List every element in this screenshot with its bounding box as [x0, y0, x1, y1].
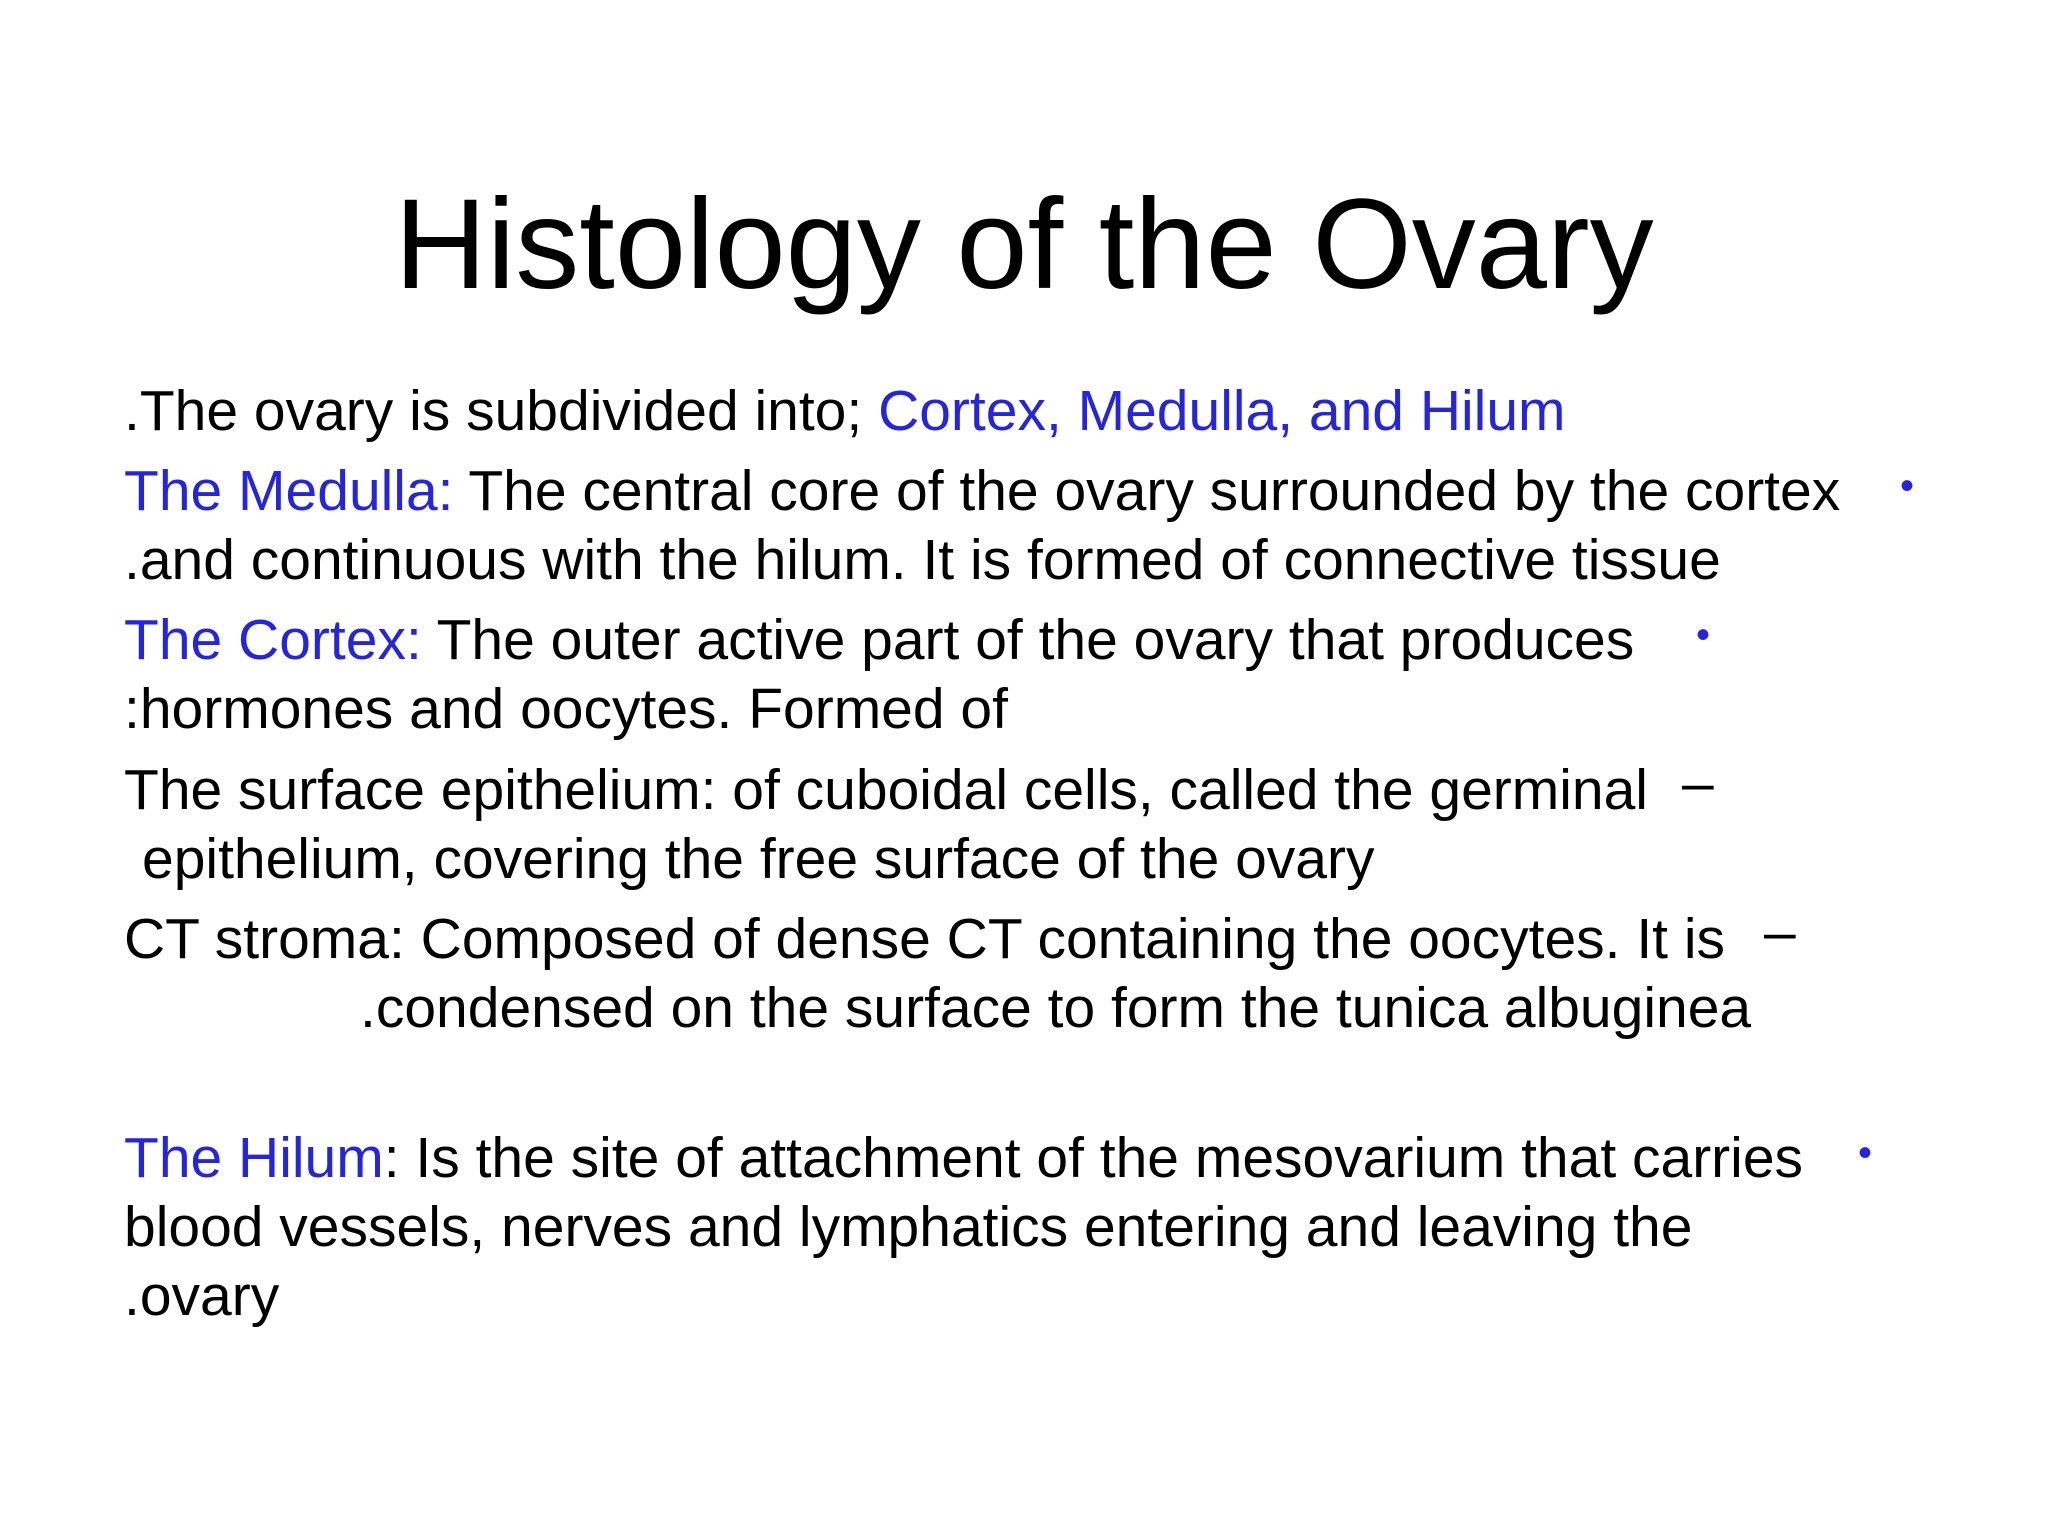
cortex-label: The Cortex:	[124, 608, 422, 672]
ct-stroma-line-1: CT stroma: Composed of dense CT containing the oocytes. It is	[124, 907, 1726, 971]
surface-epithelium-line-2: epithelium, covering the free surface of the ovary	[142, 827, 1375, 891]
cortex-line-1-text: The outer active part of the ovary that produces	[421, 608, 1635, 672]
hilum-line-2: blood vessels, nerves and lymphatics entering and leaving the	[124, 1195, 1693, 1259]
medulla-bullet: •	[1900, 464, 1915, 508]
ct-stroma-line-2: .condensed on the surface to form the tunica albuginea	[360, 976, 1752, 1040]
cortex-bullet: •	[1696, 613, 1711, 657]
surface-epithelium-line-1: The surface epithelium: of cuboidal cells, called the germinal	[124, 758, 1648, 822]
hilum-line-3: .ovary	[124, 1264, 280, 1328]
medulla-label: The Medulla:	[124, 459, 454, 523]
hilum-bullet: •	[1858, 1131, 1873, 1175]
intro-line	[124, 377, 1566, 445]
hilum-label: The Hilum	[124, 1126, 384, 1190]
intro-text: .The ovary is subdivided into;	[124, 379, 879, 443]
cortex-line-1	[124, 606, 1634, 674]
ct-stroma-dash: –	[1764, 900, 1796, 964]
cortex-line-2: :hormones and oocytes. Formed of	[124, 677, 1008, 741]
hilum-line-1-text: : Is the site of attachment of the mesovarium that carries	[383, 1126, 1804, 1190]
intro-highlight: Cortex, Medulla, and Hilum	[878, 379, 1566, 443]
medulla-line-2: .and continuous with the hilum. It is formed of connective tissue	[124, 528, 1721, 592]
surface-epithelium-dash: –	[1682, 751, 1714, 815]
slide-title: Histology of the Ovary	[394, 173, 1654, 316]
medulla-line-1-text: The central core of the ovary surrounded by the cortex	[453, 459, 1841, 523]
hilum-line-1	[124, 1124, 1803, 1192]
medulla-line-1	[124, 457, 1840, 525]
